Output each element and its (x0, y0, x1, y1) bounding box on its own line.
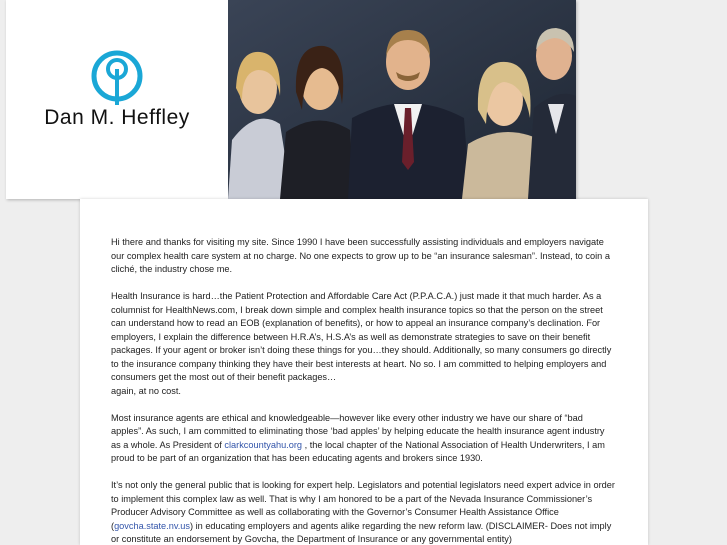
logo-mark-icon (88, 50, 146, 108)
header (6, 0, 576, 199)
legislators-text-start: It’s not only the general public that is looking for expert help. Legislators and potential legislators need expert advice in order to implement this complex law as well. That is why I am honored to be a part of the Nevada Insurance Commissioner’s Producer Advisory Committee as well as collaborating with the Governor’s Consumer Health Assistance Office ( (111, 480, 615, 531)
intro-paragraph: Hi there and thanks for visiting my site. Since 1990 I have been successfully assisting individuals and employers navigate our complex health care system at no charge. No one expects to grow up to be “an insurance salesman”. Instead, to coin a cliché, the industry chose me. (111, 237, 610, 274)
health-insurance-paragraph (111, 290, 616, 398)
health-insurance-text: Health Insurance is hard…the Patient Protection and Affordable Care Act (P.P.A.C.A.) just made it that much harder. As a columnist for HealthNews.com, I break down simple and complex health insurance topics so that the person on the street can understand how to read an EOB (explanation of benefits), or how to appeal an insurance company’s declination. For employers, I explain the difference between H.R.A’s, H.S.A’s as well as demonstrate strategies to save on their benefit packages. If your agent or broker isn’t doing these things for you…they should. Additionally, so many consumers go directly to the insurance company thinking they have their best interests at heart. No so. I am committed to helping employers and consumers get the most out of their benefit packages… (111, 291, 612, 382)
govcha-link[interactable]: govcha.state.nv.us (114, 520, 190, 531)
logo-name: Dan M. Heffley (44, 106, 190, 129)
agents-paragraph (111, 412, 616, 466)
clarkcountyahu-link[interactable]: clarkcountyahu.org (224, 439, 303, 450)
agents-text-end: , the local chapter of the National Association of Health Underwriters, I am proud to be part of an organization that has been educating agents and brokers since 1930. (111, 439, 605, 463)
team-photo (228, 0, 576, 199)
health-insurance-tail: again, at no cost. (111, 385, 181, 396)
legislators-text-end: ) in educating employers and agents alike regarding the new reform law. (DISCLAIMER- Does not imply or constitute an endorsement by Govcha, the Department of Insurance or any governmental entity) (111, 520, 612, 544)
team-photo-image (228, 0, 576, 199)
legislators-paragraph (111, 479, 616, 545)
agents-text-start: Most insurance agents are ethical and knowledgeable—however like every other industry we have our share of “bad apples”. As such, I am committed to eliminating those ‘bad apples’ by helping educate the health insurance agent industry as a whole. As President of (111, 412, 605, 450)
logo[interactable] (6, 0, 228, 199)
main-content (80, 199, 648, 545)
